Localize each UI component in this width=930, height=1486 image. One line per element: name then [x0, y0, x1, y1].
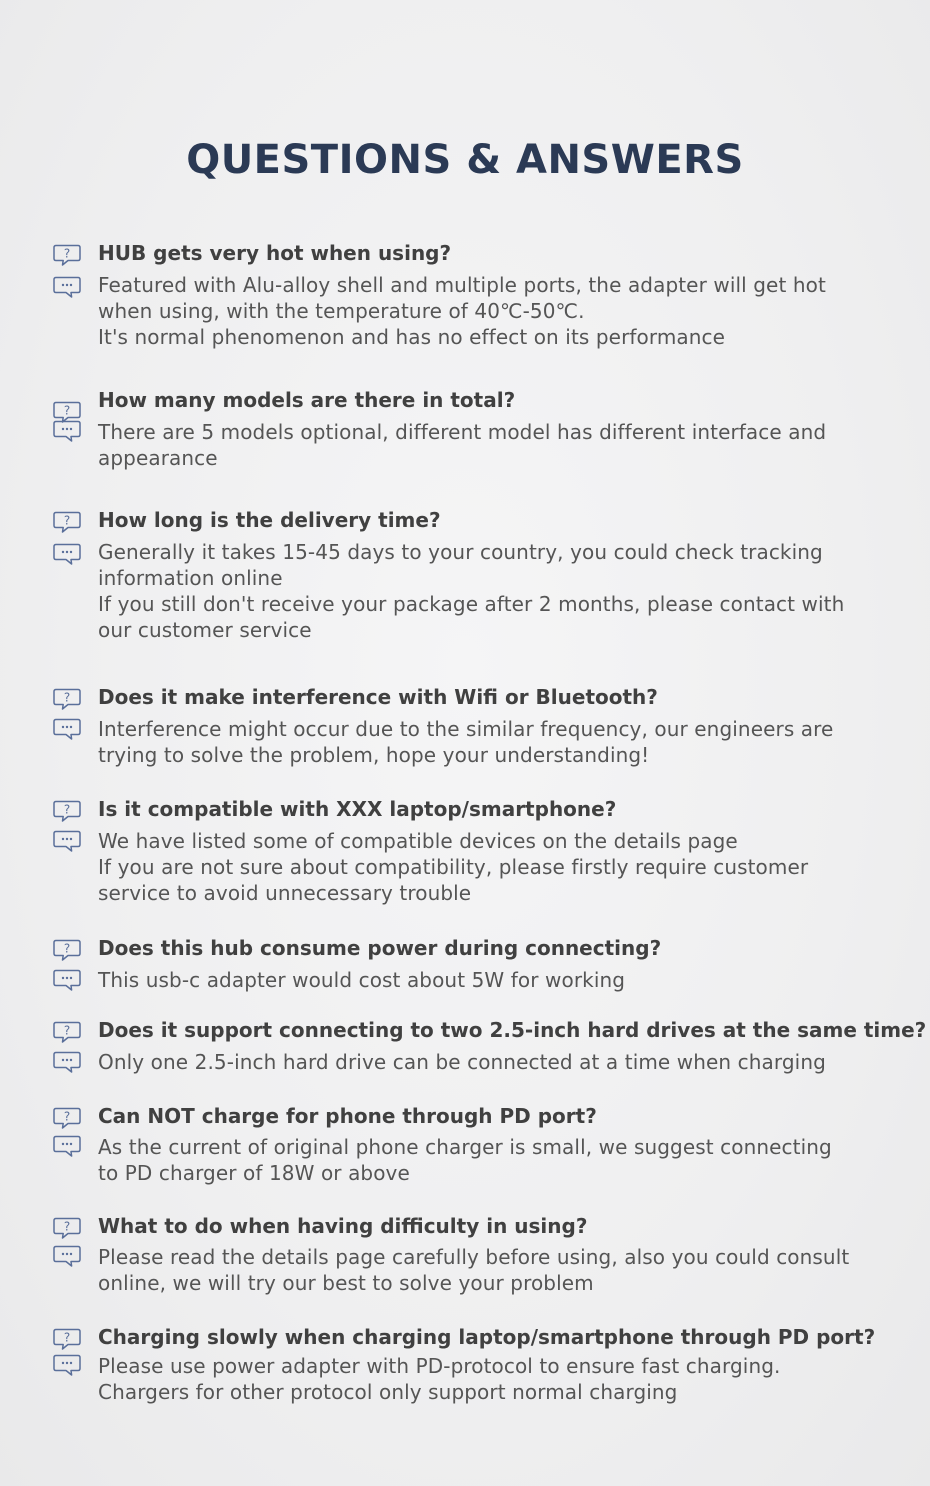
question-bubble-icon: [52, 1216, 82, 1240]
faq-answer: There are 5 models optional, different model has different interface and appearance: [98, 420, 827, 470]
faq-answer-row: [52, 967, 912, 993]
svg-text:?: ?: [63, 1109, 71, 1124]
faq-question: How many models are there in total?: [98, 388, 516, 412]
faq-question: Charging slowly when charging laptop/smartphone through PD port?: [98, 1325, 876, 1349]
faq-answer: Only one 2.5-inch hard drive can be connected at a time when charging: [98, 1050, 826, 1074]
question-bubble-icon: [52, 799, 82, 823]
faq-item: [52, 1017, 927, 1075]
svg-text:?: ?: [63, 403, 71, 418]
faq-question: HUB gets very hot when using?: [98, 241, 452, 265]
faq-question-row: [52, 796, 912, 822]
faq-answer: Generally it takes 15-45 days to your country, you could check tracking information online If you still don't receive your package after 2 months, please contact with our customer service: [98, 540, 845, 642]
faq-question: Is it compatible with XXX laptop/smartphone?: [98, 797, 617, 821]
svg-text:?: ?: [63, 513, 71, 528]
faq-question: Does this hub consume power during connecting?: [98, 936, 662, 960]
faq-answer-row: [52, 1244, 912, 1296]
faq-answer-row: [52, 539, 912, 643]
svg-text:?: ?: [63, 690, 71, 705]
faq-answer: As the current of original phone charger is small, we suggest connecting to PD charger of 18W or above: [98, 1135, 832, 1185]
answer-bubble-icon: [52, 542, 82, 566]
faq-question: What to do when having difficulty in using?: [98, 1214, 588, 1238]
answer-bubble-icon: [52, 1050, 82, 1074]
faq-question-row: [52, 1324, 912, 1350]
answer-bubble-icon: [52, 1134, 82, 1158]
faq-question-row: [52, 935, 912, 961]
faq-item: [52, 935, 912, 993]
faq-item: [52, 1324, 912, 1405]
faq-question: Can NOT charge for phone through PD port?: [98, 1104, 597, 1128]
answer-bubble-icon: [52, 419, 82, 443]
answer-bubble-icon: [52, 968, 82, 992]
answer-bubble-icon: [52, 275, 82, 299]
faq-question-row: [52, 240, 912, 266]
faq-question-row: [52, 1103, 912, 1129]
faq-answer-row: [52, 828, 912, 906]
faq-answer: Please use power adapter with PD-protocol to ensure fast charging. Chargers for other protocol only support normal charging: [98, 1354, 781, 1404]
question-bubble-icon: [52, 510, 82, 534]
question-bubble-icon: [52, 687, 82, 711]
faq-item: [52, 1213, 912, 1296]
faq-question-row: [52, 1017, 927, 1043]
faq-answer-row: [52, 716, 912, 768]
svg-text:?: ?: [63, 246, 71, 261]
faq-answer-row: [52, 1134, 912, 1186]
answer-bubble-icon: [52, 717, 82, 741]
faq-question: Does it make interference with Wifi or Bluetooth?: [98, 685, 658, 709]
faq-item: [52, 1103, 912, 1186]
faq-answer: Please read the details page carefully before using, also you could consult online, we will try our best to solve your problem: [98, 1245, 850, 1295]
faq-answer: This usb-c adapter would cost about 5W for working: [98, 968, 626, 992]
faq-item: [52, 684, 912, 768]
question-bubble-icon: [52, 938, 82, 962]
faq-answer: Interference might occur due to the similar frequency, our engineers are trying to solve the problem, hope your understanding!: [98, 717, 834, 767]
faq-answer: We have listed some of compatible devices on the details page If you are not sure about compatibility, please firstly require customer service to avoid unnecessary trouble: [98, 829, 809, 905]
svg-text:?: ?: [63, 1330, 71, 1345]
svg-text:?: ?: [63, 802, 71, 817]
svg-text:?: ?: [63, 941, 71, 956]
page-title: QUESTIONS & ANSWERS: [186, 137, 744, 183]
svg-text:?: ?: [63, 1219, 71, 1234]
question-bubble-icon: [52, 1106, 82, 1130]
faq-item: [52, 507, 912, 643]
question-bubble-icon: [52, 243, 82, 267]
faq-question: How long is the delivery time?: [98, 508, 441, 532]
faq-question-row: [52, 684, 912, 710]
faq-answer-row: [52, 272, 912, 350]
faq-answer: Featured with Alu-alloy shell and multiple ports, the adapter will get hot when using, with the temperature of 40℃-50℃. It's normal phenomenon and has no effect on its performance: [98, 273, 826, 349]
faq-answer-row: [52, 1049, 912, 1075]
faq-answer-row: [52, 1353, 912, 1405]
faq-item: [52, 387, 912, 471]
faq-item: [52, 796, 912, 906]
answer-bubble-icon: [52, 1353, 82, 1377]
faq-question-row: [52, 387, 912, 418]
faq-item: [52, 240, 912, 350]
faq-question-row: [52, 507, 912, 533]
question-bubble-icon: [52, 1327, 82, 1351]
question-bubble-icon: [52, 1020, 82, 1044]
svg-text:?: ?: [63, 1023, 71, 1038]
answer-bubble-icon: [52, 1244, 82, 1268]
faq-question: Does it support connecting to two 2.5-inch hard drives at the same time?: [98, 1018, 927, 1042]
answer-bubble-icon: [52, 829, 82, 853]
faq-answer-row: [52, 419, 912, 471]
faq-question-row: [52, 1213, 912, 1239]
